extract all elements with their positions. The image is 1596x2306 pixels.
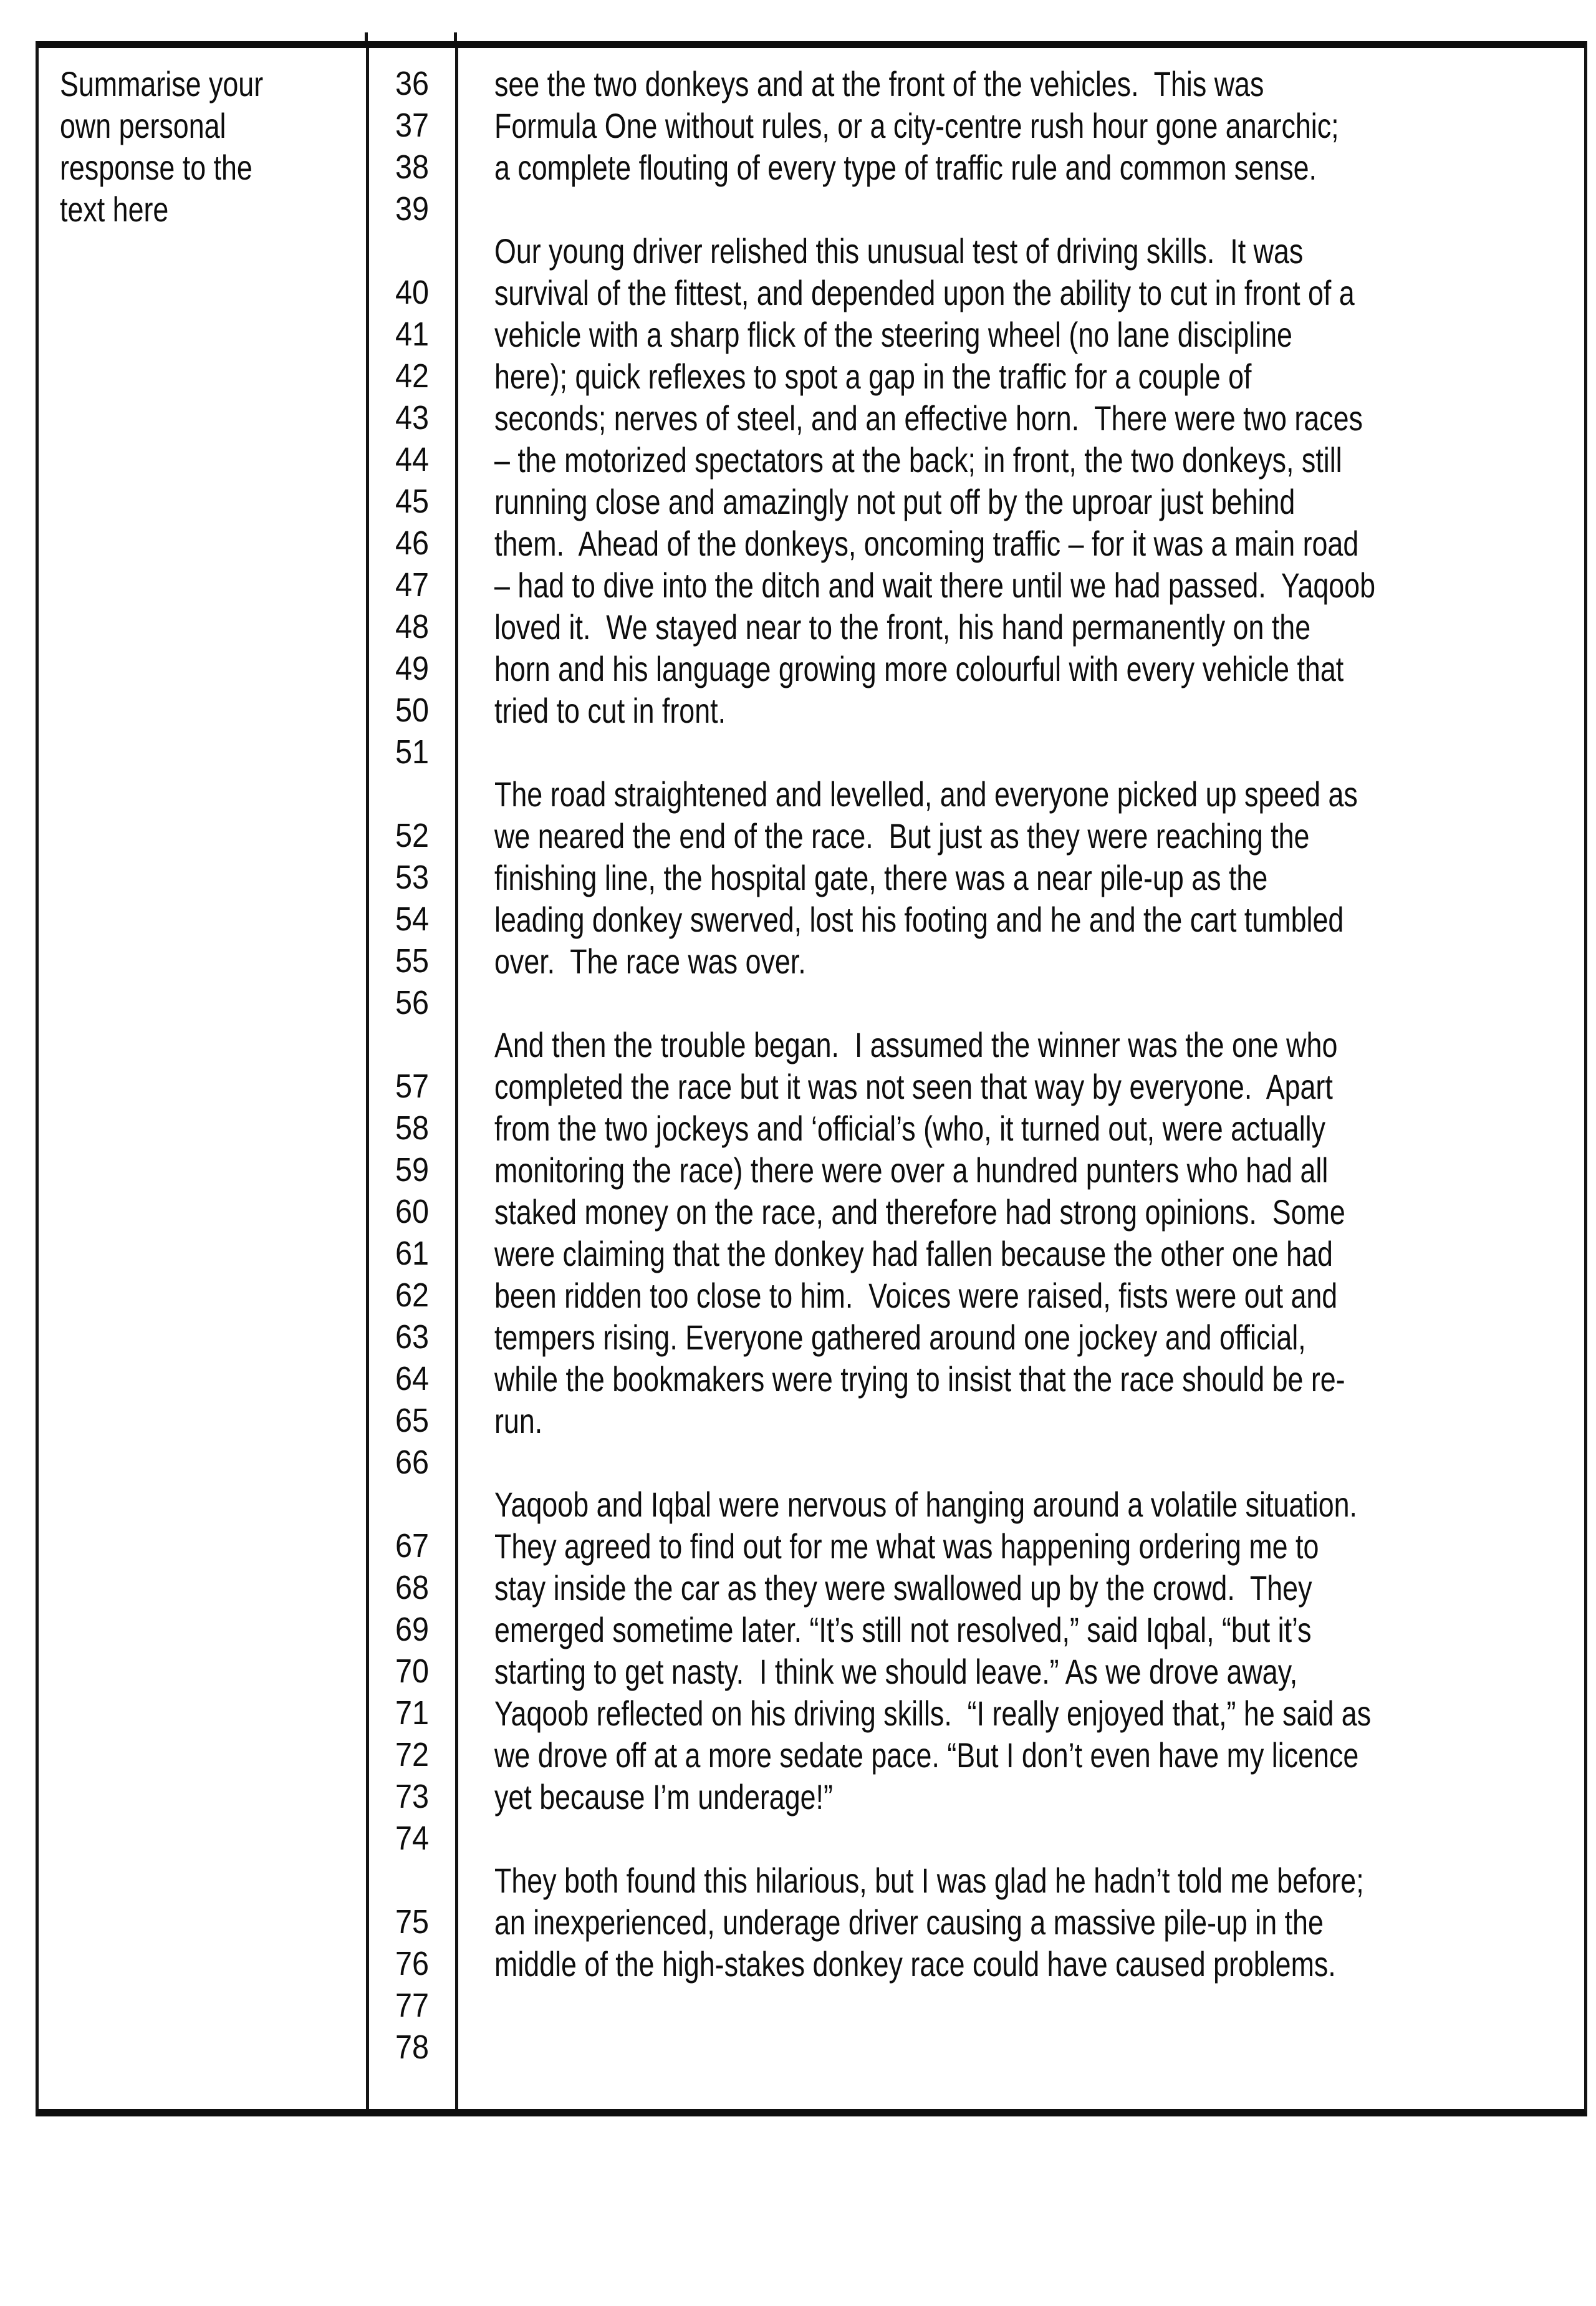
passage-line: stay inside the car as they were swallowed up by the crowd. They xyxy=(494,1568,1312,1608)
line-number xyxy=(373,1860,451,1901)
passage-line: starting to get nasty. I think we should leave.” As we drove away, xyxy=(494,1652,1298,1691)
passage-line: The road straightened and levelled, and everyone picked up speed as xyxy=(494,774,1358,814)
instruction-line: text here xyxy=(60,190,169,229)
line-number: 67 xyxy=(395,1527,430,1565)
line-number: 41 xyxy=(395,316,430,353)
passage-line: tempers rising. Everyone gathered around one jockey and official, xyxy=(494,1318,1306,1357)
passage-table xyxy=(36,41,1587,2116)
line-number: 55 xyxy=(395,942,430,980)
line-number xyxy=(373,230,451,272)
line-number-column xyxy=(369,48,458,2109)
passage-line: – had to dive into the ditch and wait there until we had passed. Yaqoob xyxy=(494,566,1376,605)
passage-line: emerged sometime later. “It’s still not resolved,” said Iqbal, “but it’s xyxy=(494,1610,1312,1649)
line-number: 50 xyxy=(395,692,430,729)
passage-line: horn and his language growing more colourful with every vehicle that xyxy=(494,649,1344,688)
line-number: 73 xyxy=(395,1778,430,1815)
passage-line: we neared the end of the race. But just as they were reaching the xyxy=(494,816,1310,856)
line-number: 65 xyxy=(395,1402,430,1439)
passage-line: survival of the fittest, and depended upon the ability to cut in front of a xyxy=(494,273,1355,312)
line-number: 39 xyxy=(395,190,430,228)
instruction-line: Summarise your xyxy=(60,64,264,104)
line-number: 54 xyxy=(395,900,430,938)
passage-line: – the motorized spectators at the back; in front, the two donkeys, still xyxy=(494,440,1342,480)
line-number: 51 xyxy=(395,733,430,771)
line-number: 77 xyxy=(395,1987,430,2024)
passage-line: see the two donkeys and at the front of the vehicles. This was xyxy=(494,64,1264,104)
line-number: 76 xyxy=(395,1945,430,1982)
line-number xyxy=(373,773,451,815)
passage-line xyxy=(494,731,1366,773)
passage-line: been ridden too close to him. Voices were raised, fists were out and xyxy=(494,1276,1338,1315)
passage-line: run. xyxy=(494,1401,543,1440)
passage-line: yet because I’m underage!” xyxy=(494,1777,833,1816)
line-number: 78 xyxy=(395,2029,430,2066)
passage-line: monitoring the race) there were over a hundred punters who had all xyxy=(494,1151,1329,1190)
passage-line: while the bookmakers were trying to insist that the race should be re- xyxy=(494,1359,1345,1399)
line-number: 69 xyxy=(395,1611,430,1648)
line-number: 66 xyxy=(395,1444,430,1481)
passage-line: an inexperienced, underage driver causing a massive pile-up in the xyxy=(494,1903,1324,1942)
line-number: 63 xyxy=(395,1318,430,1356)
passage-line xyxy=(494,2027,1366,2068)
line-number: 44 xyxy=(395,441,430,478)
line-number: 60 xyxy=(395,1193,430,1230)
passage-line: They both found this hilarious, but I was glad he hadn’t told me before; xyxy=(494,1861,1364,1900)
line-number: 38 xyxy=(395,148,430,186)
line-number: 45 xyxy=(395,483,430,520)
passage-line xyxy=(494,1442,1366,1483)
passage-line: Yaqoob reflected on his driving skills. “I really enjoyed that,” he said as xyxy=(494,1694,1372,1733)
passage-text-column xyxy=(458,48,1584,2109)
line-number: 57 xyxy=(395,1068,430,1105)
passage-line: completed the race but it was not seen that way by everyone. Apart xyxy=(494,1067,1333,1106)
passage-line: were claiming that the donkey had fallen because the other one had xyxy=(494,1234,1333,1273)
line-number: 46 xyxy=(395,524,430,562)
line-number: 52 xyxy=(395,817,430,854)
line-number: 61 xyxy=(395,1235,430,1272)
line-number: 40 xyxy=(395,274,430,311)
line-number: 49 xyxy=(395,650,430,687)
passage-line: tried to cut in front. xyxy=(494,691,726,730)
line-number: 74 xyxy=(395,1820,430,1857)
passage-line: them. Ahead of the donkeys, oncoming traffic – for it was a main road xyxy=(494,524,1359,563)
instruction-cell xyxy=(39,48,369,2109)
line-number: 36 xyxy=(395,65,430,102)
passage-line: vehicle with a sharp flick of the steering wheel (no lane discipline xyxy=(494,315,1292,354)
passage-line xyxy=(494,1818,1366,1860)
passage-line: And then the trouble began. I assumed the winner was the one who xyxy=(494,1025,1338,1064)
line-number: 37 xyxy=(395,107,430,144)
passage-line: Yaqoob and Iqbal were nervous of hanging around a volatile situation. xyxy=(494,1485,1357,1524)
passage-line xyxy=(494,982,1366,1024)
passage-line: running close and amazingly not put off by the uproar just behind xyxy=(494,482,1296,521)
line-number: 70 xyxy=(395,1652,430,1690)
passage-line: loved it. We stayed near to the front, his hand permanently on the xyxy=(494,607,1311,647)
line-number: 59 xyxy=(395,1151,430,1189)
passage-line: here); quick reflexes to spot a gap in the traffic for a couple of xyxy=(494,357,1252,396)
line-number: 56 xyxy=(395,984,430,1021)
passage-line: we drove off at a more sedate pace. “But I don’t even have my licence xyxy=(494,1735,1359,1775)
passage-line: seconds; nerves of steel, and an effective horn. There were two races xyxy=(494,398,1363,438)
line-number: 72 xyxy=(395,1736,430,1773)
line-number: 53 xyxy=(395,859,430,896)
passage-line xyxy=(494,188,1366,230)
line-number: 43 xyxy=(395,399,430,437)
passage-line xyxy=(494,1985,1366,2027)
passage-line: from the two jockeys and ‘official’s (who, it turned out, were actually xyxy=(494,1109,1326,1148)
upper-row-divider-stub xyxy=(454,32,457,41)
line-number: 42 xyxy=(395,357,430,395)
line-number: 62 xyxy=(395,1276,430,1314)
line-number: 58 xyxy=(395,1109,430,1147)
passage-line: over. The race was over. xyxy=(494,942,806,981)
line-number: 47 xyxy=(395,566,430,604)
line-number xyxy=(373,1024,451,1066)
line-number: 48 xyxy=(395,608,430,645)
line-number xyxy=(373,1483,451,1525)
passage-line: Our young driver relished this unusual test of driving skills. It was xyxy=(494,231,1304,271)
line-number: 68 xyxy=(395,1569,430,1606)
instruction-line: own personal xyxy=(60,106,226,145)
line-number: 71 xyxy=(395,1694,430,1732)
passage-line: finishing line, the hospital gate, there was a near pile-up as the xyxy=(494,858,1268,897)
passage-line: middle of the high-stakes donkey race could have caused problems. xyxy=(494,1944,1336,1984)
passage-line: leading donkey swerved, lost his footing and he and the cart tumbled xyxy=(494,900,1344,939)
passage-line: Formula One without rules, or a city-centre rush hour gone anarchic; xyxy=(494,106,1339,145)
passage-line: a complete flouting of every type of traffic rule and common sense. xyxy=(494,148,1317,187)
instruction-line: response to the xyxy=(60,148,252,187)
line-number: 75 xyxy=(395,1903,430,1941)
passage-line: staked money on the race, and therefore had strong opinions. Some xyxy=(494,1192,1345,1232)
passage-line: They agreed to find out for me what was happening ordering me to xyxy=(494,1527,1319,1566)
line-number: 64 xyxy=(395,1360,430,1397)
upper-row-divider-stub xyxy=(365,32,368,41)
